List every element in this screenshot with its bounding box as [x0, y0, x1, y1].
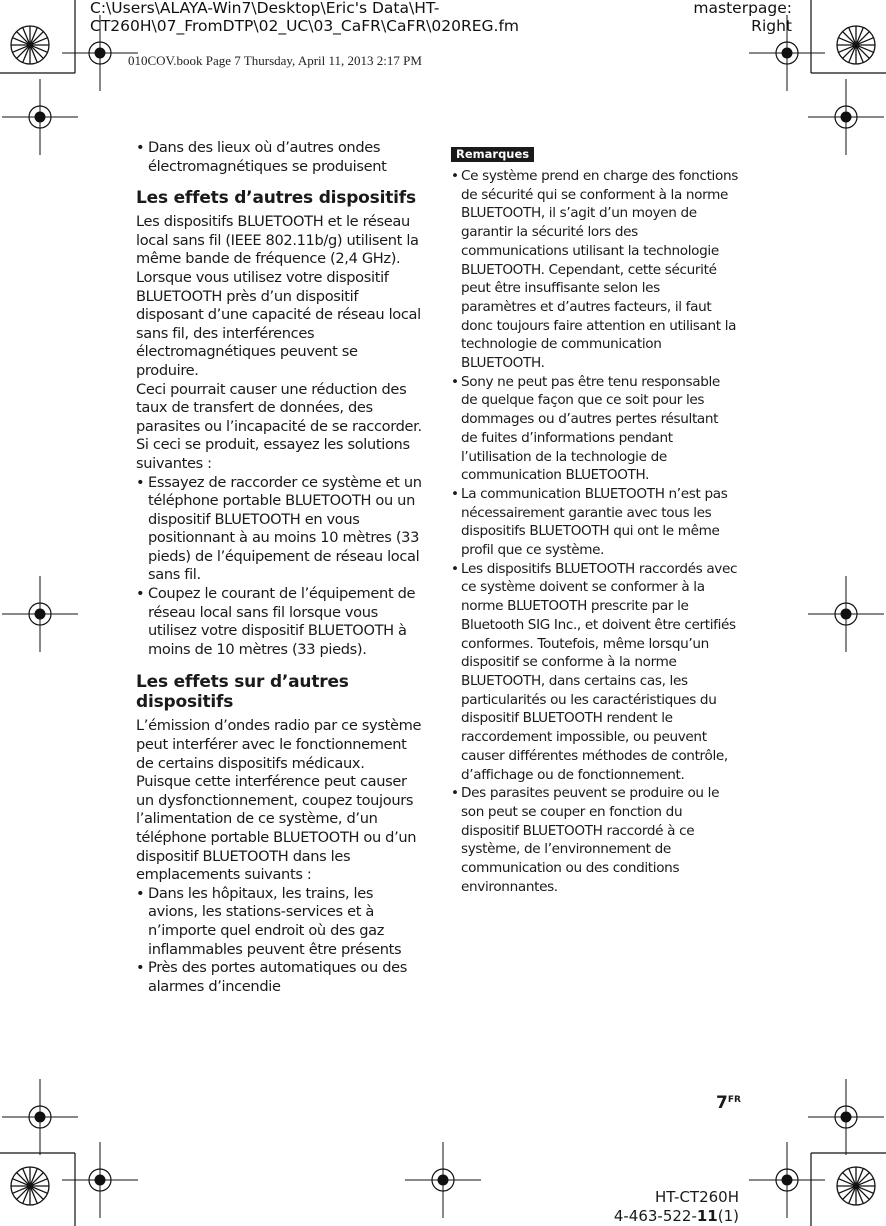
crosshair-icon [808, 79, 884, 155]
list-item: • Près des portes automatiques ou des alarmes d’incendie [136, 959, 422, 996]
file-path-line: C:\Users\ALAYA-Win7\Desktop\Eric's Data\HT- [90, 0, 440, 17]
file-path-line: CT260H\07_FromDTP\02_UC\03_CaFR\CaFR\020REG.fm [90, 17, 520, 35]
crosshair-icon [2, 79, 78, 155]
file-path [90, 0, 610, 35]
list-item: • Dans les hôpitaux, les trains, les avions, les stations-services et à n’importe quel endroit où des gaz inflammables peuvent être présents [136, 885, 422, 959]
crosshair-icon [808, 1079, 884, 1155]
page-language: FR [727, 1095, 741, 1105]
part-number-suffix: (1) [717, 1207, 739, 1225]
page-number [716, 1093, 741, 1113]
star-target-icon [837, 26, 875, 64]
section-heading: Les effets d’autres dispositifs [136, 188, 416, 209]
part-number [560, 1207, 739, 1226]
remark-item: • La communication BLUETOOTH n’est pas nécessairement garantie avec tous les dispositifs BLUETOOTH qui ont le même profil que ce système. [451, 485, 738, 560]
masterpage-line: Right [751, 17, 792, 35]
remarks-list [451, 167, 738, 896]
remark-item: • Les dispositifs BLUETOOTH raccordés avec ce système doivent se conformer à la norme BLUETOOTH prescrite par le Bluetooth SIG Inc., et doivent être certifiés conformes. Toutefois, même lorsqu’un dispositif se conforme à la norme BLUETOOTH, dans certains cas, les particularités ou les caractéristiques du dispositif BLUETOOTH rendent le raccordement impossible, ou peuvent causer différentes méthodes de contrôle, d’affichage ou de fonctionnement. [451, 560, 738, 784]
left-column [136, 139, 422, 996]
crosshair-icon [405, 1142, 481, 1218]
crosshair-icon [2, 576, 78, 652]
crosshair-icon [2, 1079, 78, 1155]
masterpage-line: masterpage: [693, 0, 792, 17]
remark-item: • Ce système prend en charge des fonctions de sécurité qui se conforment à la norme BLUETOOTH, il s’agit d’un moyen de garantir la sécurité lors des communications utilisant la technologie BLUETOOTH. Cependant, cette sécurité peut être insuffisante selon les paramètres et d’autres facteurs, il faut donc toujours faire attention en utilisant la technologie de communication BLUETOOTH. [451, 167, 738, 373]
paragraph: L’émission d’ondes radio par ce système peut interférer avec le fonctionnement de certains dispositifs médicaux. Puisque cette interférence peut causer un dysfonctionnement, coupez toujours l’alimentation de ce système, d’un téléphone portable BLUETOOTH ou d’un dispositif BLUETOOTH dans les emplacements suivants : [136, 717, 422, 884]
remark-item: • Des parasites peuvent se produire ou le son peut se couper en fonction du dispositif BLUETOOTH raccordé à ce système, de l’environnement de communication ou des conditions environnantes. [451, 784, 738, 896]
footer-model [560, 1188, 739, 1226]
book-info: 010COV.book Page 7 Thursday, April 11, 2013 2:17 PM [128, 53, 422, 68]
list-item: • Essayez de raccorder ce système et un téléphone portable BLUETOOTH ou un dispositif BLUETOOTH en vous positionnant à au moins 10 mètres (33 pieds) de l’équipement de réseau local sans fil. [136, 474, 422, 586]
model-name: HT-CT260H [654, 1188, 739, 1206]
section-heading: Les effets sur d’autres dispositifs [136, 672, 349, 713]
paragraph: Ceci pourrait causer une réduction des taux de transfert de données, des parasites ou l’incapacité de se raccorder. Si ceci se produit, essayez les solutions suivantes : [136, 380, 422, 472]
crosshair-icon [808, 576, 884, 652]
remarks-badge: Remarques [451, 147, 534, 162]
masterpage-label [640, 0, 792, 35]
part-number-revision: 11 [696, 1207, 718, 1225]
list-item: • Coupez le courant de l’équipement de réseau local sans fil lorsque vous utilisez votre dispositif BLUETOOTH à moins de 10 mètres (33 pieds). [136, 585, 422, 659]
star-target-icon [11, 26, 49, 64]
remark-item: • Sony ne peut pas être tenu responsable de quelque façon que ce soit pour les dommages ou d’autres pertes résultant de fuites d’informations pendant l’utilisation de la technologie de communication BLUETOOTH. [451, 373, 738, 485]
page-number-value: 7 [716, 1093, 728, 1113]
part-number-prefix: 4-463-522- [613, 1207, 697, 1225]
star-target-icon [837, 1167, 875, 1205]
star-target-icon [11, 1167, 49, 1205]
intro-bullet: • Dans des lieux où d’autres ondes électromagnétiques se produisent [136, 139, 422, 176]
paragraph: Les dispositifs BLUETOOTH et le réseau local sans fil (IEEE 802.11b/g) utilisent la même bande de fréquence (2,4 GHz). Lorsque vous utilisez votre dispositif BLUETOOTH près d’un dispositif disposant d’une capacité de réseau local sans fil, des interférences électromagnétiques peuvent se produire. [136, 213, 421, 379]
